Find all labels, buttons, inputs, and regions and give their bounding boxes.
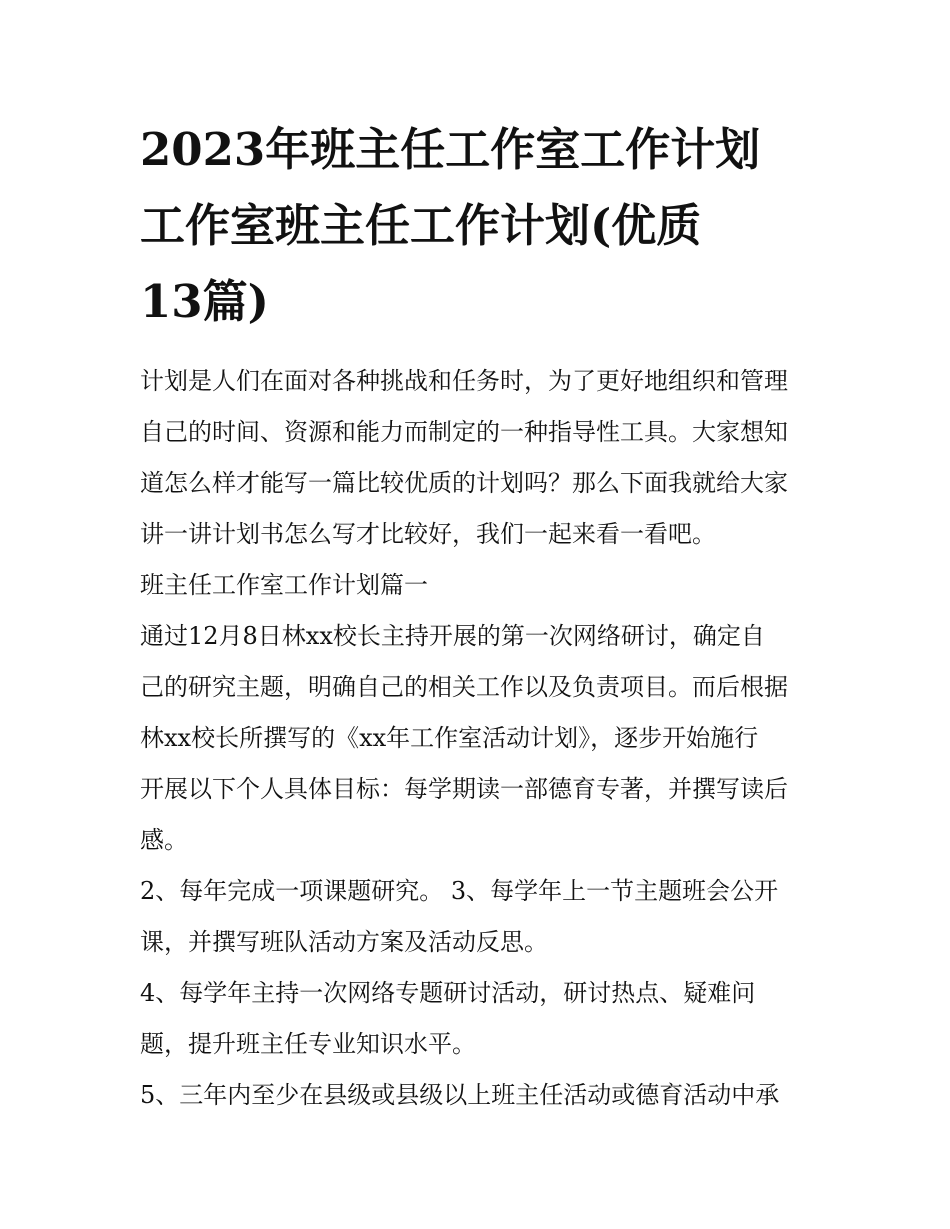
body-line: 感。 — [140, 826, 188, 854]
list-item: 题，提升班主任专业知识水平。 — [140, 1030, 476, 1058]
body-line: 开展以下个人具体目标：每学期读一部德育专著，并撰写读后 — [140, 775, 788, 803]
list-item: 2、每年完成一项课题研究。 3、每学年上一节主题班会公开 — [140, 877, 779, 905]
body-line: 己的研究主题，明确自己的相关工作以及负责项目。而后根据 — [140, 673, 788, 701]
body-line: 通过12月8日林xx校长主持开展的第一次网络研讨，确定自 — [140, 622, 765, 650]
body-line: 计划是人们在面对各种挑战和任务时，为了更好地组织和管理 — [140, 367, 788, 395]
body-line: 自己的时间、资源和能力而制定的一种指导性工具。大家想知 — [140, 418, 788, 446]
document-title — [140, 112, 820, 340]
section-heading: 班主任工作室工作计划篇一 — [140, 571, 428, 599]
title-line-1: 2023年班主任工作室工作计划 — [140, 123, 761, 176]
list-item: 4、每学年主持一次网络专题研讨活动，研讨热点、疑难问 — [140, 979, 756, 1007]
document-body — [140, 356, 830, 1121]
body-line: 讲一讲计划书怎么写才比较好，我们一起来看一看吧。 — [140, 520, 716, 548]
title-line-2: 工作室班主任工作计划(优质 — [140, 199, 702, 252]
title-line-3: 13篇) — [140, 275, 269, 328]
list-item: 课，并撰写班队活动方案及活动反思。 — [140, 928, 548, 956]
list-item: 5、三年内至少在县级或县级以上班主任活动或德育活动中承 — [140, 1081, 780, 1109]
body-line: 林xx校长所撰写的《xx年工作室活动计划》，逐步开始施行 — [140, 724, 759, 752]
body-line: 道怎么样才能写一篇比较优质的计划吗？那么下面我就给大家 — [140, 469, 788, 497]
